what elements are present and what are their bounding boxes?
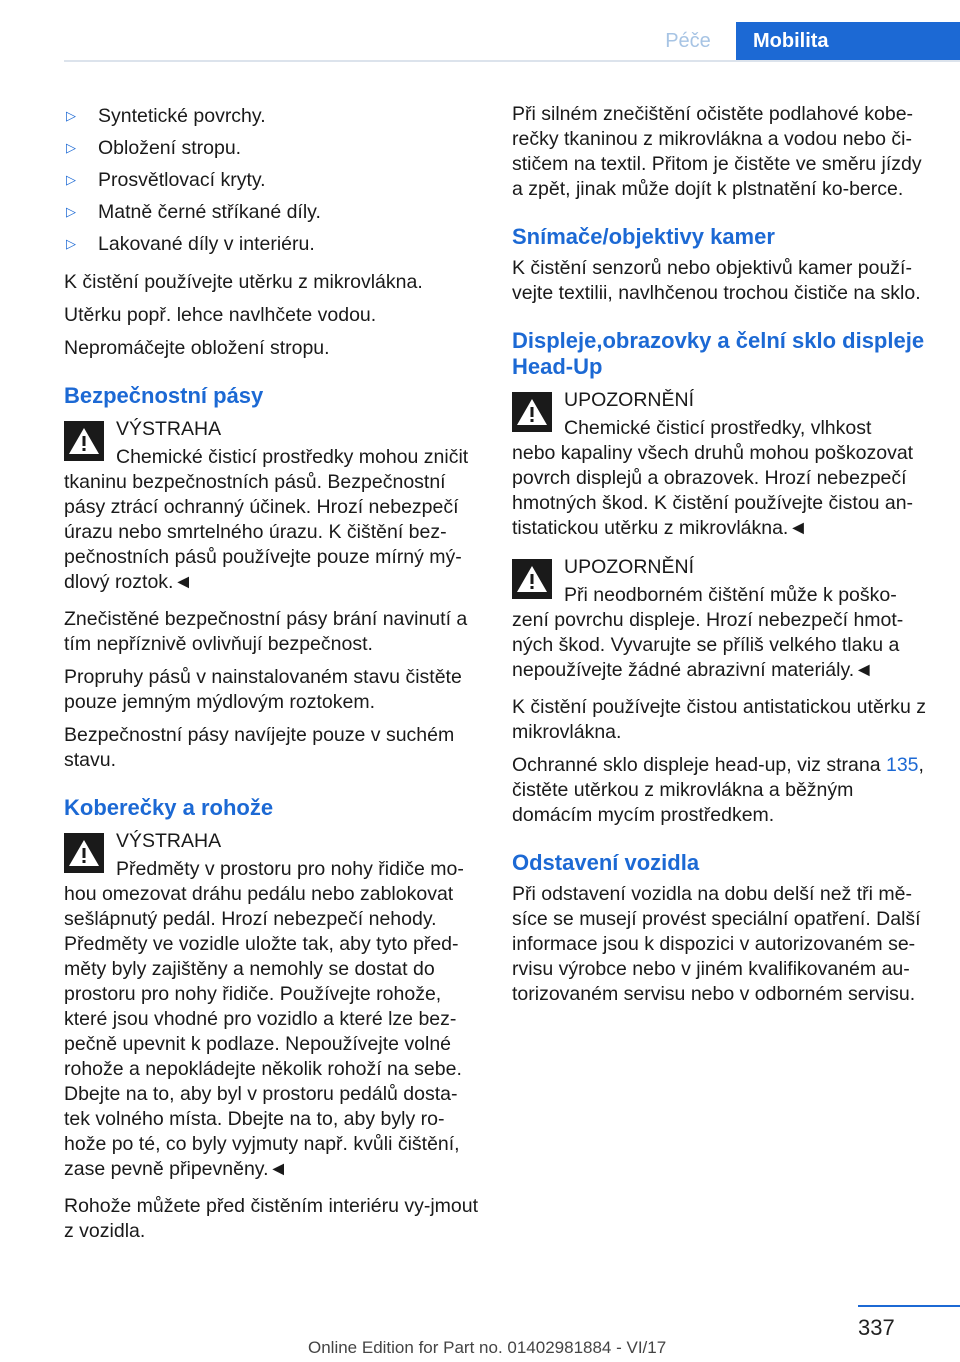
notice-title: UPOZORNĚNÍ — [564, 556, 695, 578]
notice-text: zení povrchu displeje. Hrozí nebezpečí hmot‐ných škod. Vyvarujte se příliš velkého tlaku a nepoužívejte žádné abrazivní materiály.◄ — [512, 609, 904, 681]
page-link-135[interactable]: 135 — [885, 754, 919, 776]
edition-footer: Online Edition for Part no. 01402981884 - VI/17 — [308, 1338, 667, 1357]
triangle-bullet-icon: ▷ — [66, 236, 76, 251]
warning-triangle-icon — [64, 833, 104, 873]
list-item: ▷ Lakované díly v interiéru. — [64, 230, 479, 262]
paragraph: Znečistěné bezpečnostní pásy brání navinutí a tím nepříznivě ovlivňují bezpečnost. — [64, 608, 468, 655]
triangle-bullet-icon: ▷ — [66, 140, 76, 155]
paragraph: K čistění používejte utěrku z mikrovlákna. — [64, 271, 423, 293]
paragraph: Při silném znečištění očistěte podlahové kobe‐rečky tkaninou z mikrovlákna a vodou nebo či‐stičem na textil. Přitom je čistěte ve směru jízdy a zpět, jinak může dojít k plstnatění ko‐berce. — [512, 103, 922, 200]
paragraph: Utěrku popř. lehce navlhčete vodou. — [64, 304, 377, 326]
warning-box — [64, 415, 479, 595]
triangle-bullet-icon: ▷ — [66, 204, 76, 219]
warning-text-first-line: Předměty v prostoru pro nohy řidiče mo‐ — [116, 858, 464, 880]
page-number: 337 — [858, 1315, 895, 1340]
notice-box — [512, 386, 927, 541]
notice-title: UPOZORNĚNÍ — [564, 389, 695, 411]
notice-text-first-line: Chemické čisticí prostředky, vlhkost — [564, 417, 872, 439]
warning-text: hou omezovat dráhu pedálu nebo zablokovat sešlápnutý pedál. Hrozí nebezpečí nehody. Předměty ve vozidle uložte tak, aby tyto před‐měty byly zajištěny a nemohly se dostat do prostoru pro nohy řidiče. Používejte rohože, které jsou vhodné pro vozidlo a které lze bez‐pečně upevnit k podlaze. Nepoužívejte volné rohože a nepokládejte několik rohoží na sebe. Dbejte na to, aby byl v prostoru pedálů dosta‐tek volného místa. Dbejte na to, aby byly ro‐hože po té, co byly vyjmuty např. kvůli čištění, zase pevně připevněny.◄ — [64, 883, 462, 1180]
bullet-list — [64, 102, 479, 262]
paragraph: Při odstavení vozidla na dobu delší než tři mě‐síce se musejí provést speciální opatření. Další informace jsou k dispozici v autorizovaném se‐rvisu výrobce nebo v jiném kvalifikovaném au‐torizovaném servisu nebo v odborném servisu. — [512, 883, 921, 1005]
right-column — [512, 102, 927, 1015]
paragraph: Bezpečnostní pásy navíjejte pouze v suchém stavu. — [64, 724, 455, 771]
heading-cameras: Snímače/objektivy kamer — [512, 224, 775, 249]
notice-text-first-line: Při neodborném čištění může k poško‐ — [564, 584, 897, 606]
warning-text-first-line: Chemické čisticí prostředky mohou zničit — [116, 446, 469, 468]
list-item: ▷ Prosvětlovací kryty. — [64, 166, 479, 198]
paragraph: K čistění používejte čistou antistatickou utěrku z mikrovlákna. — [512, 696, 927, 743]
heading-mats: Koberečky a rohože — [64, 795, 274, 820]
triangle-bullet-icon: ▷ — [66, 108, 76, 123]
notice-box — [512, 553, 927, 683]
list-item: ▷ Obložení stropu. — [64, 134, 479, 166]
footer-divider — [858, 1305, 960, 1307]
notice-text: nebo kapaliny všech druhů mohou poškozovat povrch displejů a obrazovek. Hrozí nebezpečí hmotných škod. K čistění používejte čistou an‐tistatickou utěrku z mikrovlákna.◄ — [512, 442, 914, 539]
warning-triangle-icon — [64, 421, 104, 461]
warning-title: VÝSTRAHA — [116, 830, 222, 852]
warning-triangle-icon — [512, 559, 552, 599]
heading-parking: Odstavení vozidla — [512, 850, 700, 875]
header-tabs — [640, 22, 960, 61]
warning-triangle-icon — [512, 392, 552, 432]
warning-box — [64, 827, 479, 1182]
tab-mobilita[interactable]: Mobilita — [736, 22, 960, 61]
warning-title: VÝSTRAHA — [116, 418, 222, 440]
tab-pece[interactable]: Péče — [665, 30, 711, 52]
heading-displays: Displeje,obrazovky a čelní sklo displeje Head-Up — [512, 328, 925, 379]
warning-text: tkaninu bezpečnostních pásů. Bezpečnostní pásy ztrácí ochranný účinek. Hrozí nebezpečí úrazu nebo smrtelného úrazu. K čištění bez‐pečnostních pásů používejte pouze mírný mý‐dlový roztok.◄ — [64, 471, 462, 593]
triangle-bullet-icon: ▷ — [66, 172, 76, 187]
heading-belts: Bezpečnostní pásy — [64, 383, 264, 408]
paragraph: K čistění senzorů nebo objektivů kamer použí‐vejte textilii, navlhčenou trochou čističe na sklo. — [512, 257, 921, 304]
list-item: ▷ Matně černé stříkané díly. — [64, 198, 479, 230]
left-column — [64, 102, 479, 1252]
header-divider — [64, 60, 960, 62]
paragraph: Ochranné sklo displeje head-up, viz strana 135, čistěte utěrkou z mikrovlákna a běžným domácím mycím prostředkem. — [512, 754, 924, 826]
paragraph: Propruhy pásů v nainstalovaném stavu čistěte pouze jemným mýdlovým roztokem. — [64, 666, 462, 713]
list-item: ▷ Syntetické povrchy. — [64, 102, 479, 134]
paragraph: Rohože můžete před čistěním interiéru vy‐jmout z vozidla. — [64, 1195, 479, 1242]
paragraph: Nepromáčejte obložení stropu. — [64, 337, 330, 359]
